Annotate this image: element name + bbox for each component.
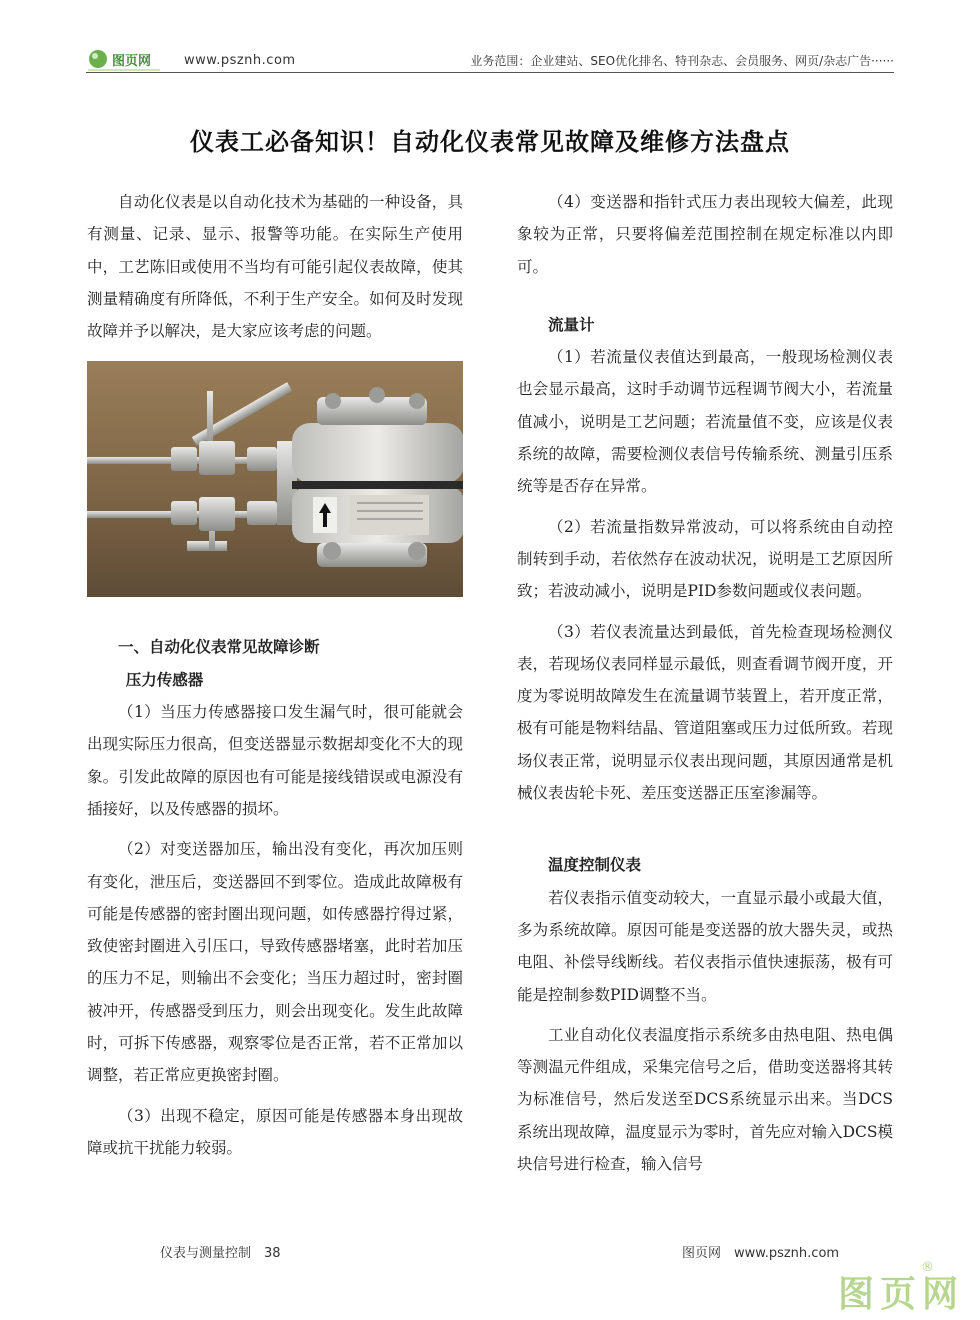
article-title: 仪表工必备知识！自动化仪表常见故障及维修方法盘点 [190, 127, 790, 156]
watermark-logo: 图页网 [837, 1274, 964, 1315]
intro-paragraph: 自动化仪表是以自动化技术为基础的一种设备，具有测量、记录、显示、报警等功能。在实际生产使用中，工艺陈旧或使用不当均有可能引起仪表故障，使其测量精确度有所降低，不利于生产安全。如何及时发现故障并予以解决，是大家应该考虑的问题。 [87, 193, 463, 341]
flow-paragraph-3: （3）若仪表流量达到最低，首先检查现场检测仪表，若现场仪表同样显示最低，则查看调节阀开度，开度为零说明故障发生在流量调节装置上，若开度正常，极有可能是物料结晶、管道阻塞或压力过低所致。若现场仪表正常，说明显示仪表出现问题，其原因通常是机械仪表齿轮卡死、差压变送器正压室渗漏等。 [517, 622, 893, 803]
footer-journal: 仪表与测量控制 38 [160, 1246, 281, 1261]
flow-paragraph-2: （2）若流量指数异常波动，可以将系统由自动控制转到手动，若依然存在波动状况，说明是工艺原因所致；若波动减小，说明是PID参数问题或仪表问题。 [517, 517, 893, 601]
pressure-sensor-heading: 压力传感器 [125, 669, 204, 689]
footer-site[interactable]: 图页网 www.psznh.com [682, 1246, 840, 1261]
temperature-paragraph-2: 工业自动化仪表温度指示系统多由热电阻、热电偶等测温元件组成，采集完信号之后，借助变送器将其转为标准信号，然后发送至DCS系统显示出来。当DCS系统出现故障，温度显示为零时，首先应对输入DCS模块信号进行检查，输入信号 [517, 1025, 893, 1174]
pressure-paragraph-4: （4）变送器和指针式压力表出现较大偏差，此现象较为正常，只要将偏差范围控制在规定标准以内即可。 [517, 193, 893, 276]
pressure-paragraph-1: （1）当压力传感器接口发生漏气时，很可能就会出现实际压力很高，但变送器显示数据却变化不大的现象。引发此故障的原因也有可能是接线错误或电源没有插接好，以及传感器的损坏。 [87, 703, 463, 818]
temperature-heading: 温度控制仪表 [548, 855, 642, 875]
page-header [0, 0, 980, 80]
site-url[interactable]: www.psznh.com [184, 53, 296, 68]
temperature-paragraph-1: 若仪表指示值变动较大，一直显示最小或最大值，多为系统故障。原因可能是变送器的放大器失灵，或热电阻、补偿导线断线。若仪表指示值快速振荡，极有可能是控制参数PID调整不当。 [517, 888, 893, 1004]
instrument-photo [87, 361, 463, 597]
business-scope: 业务范围：企业建站、SEO优化排名、特刊杂志、会员服务、网页/杂志广告······ [470, 54, 894, 68]
pressure-paragraph-3: （3）出现不稳定，原因可能是传感器本身出现故障或抗干扰能力较弱。 [87, 1106, 463, 1157]
flow-paragraph-1: （1）若流量仪表值达到最高，一般现场检测仪表也会显示最高，这时手动调节远程调节阀大小，若流量值减小，说明是工艺问题；若流量值不变，应该是仪表系统的故障，需要检测仪表信号传输系统、测量引压系统等是否存在异常。 [517, 348, 893, 496]
flowmeter-heading: 流量计 [548, 314, 595, 334]
left-column [87, 186, 463, 1164]
header-divider [86, 72, 894, 73]
registered-mark-icon: ® [921, 1260, 934, 1275]
right-column [517, 186, 893, 1180]
section-heading: 一、自动化仪表常见故障诊断 [118, 637, 320, 657]
logo-text: 图页网 [112, 54, 152, 69]
pressure-paragraph-2: （2）对变送器加压，输出没有变化，再次加压则有变化，泄压后，变送器回不到零位。造成此故障极有可能是传感器的密封圈出现问题，如传感器拧得过紧，致使密封圈进入引压口，导致传感器堵塞，此时若加压的压力不足，则输出不会变化；当压力超过时，密封圈被冲开，传感器受到压力，则会出现变化。发生此故障时，可拆下传感器，观察零位是否正常，若不正常加以调整，若正常应更换密封圈。 [87, 840, 463, 1085]
